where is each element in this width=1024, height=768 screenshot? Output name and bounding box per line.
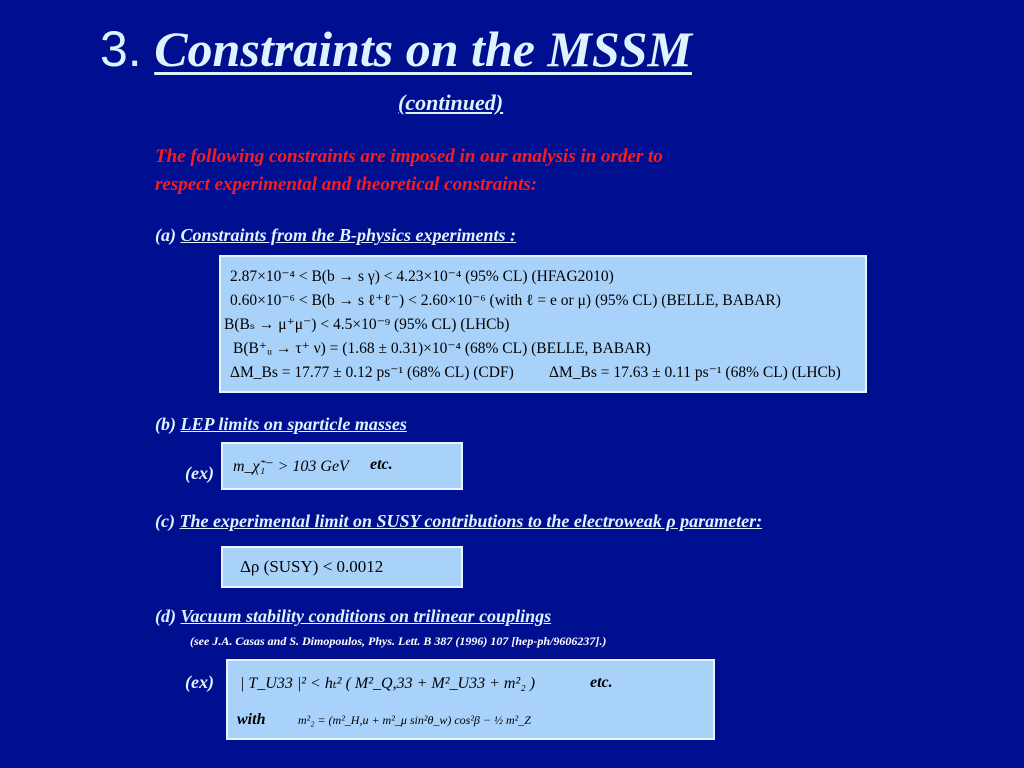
constraint-bsll: 0.60×10⁻⁶ < B(b → s ℓ⁺ℓ⁻) < 2.60×10⁻⁶ (with ℓ = e or μ) (95% CL) (BELLE, BABAR) — [230, 292, 781, 309]
constraint-bsgamma: 2.87×10⁻⁴ < B(b → s γ) < 4.23×10⁻⁴ (95% CL) (HFAG2010) — [230, 268, 614, 285]
vacuum-stability-box — [226, 659, 715, 740]
title-text: Constraints on the MSSM — [154, 21, 692, 77]
section-c-heading — [155, 511, 762, 532]
section-a-title: Constraints from the B-physics experiments : — [180, 225, 517, 245]
with-label: with — [237, 711, 266, 728]
rho-parameter-box — [221, 546, 463, 588]
chargino-mass-limit: m_χ̃₁⁻ > 103 GeV — [233, 458, 349, 475]
section-c-prefix: (c) — [155, 511, 175, 531]
section-b-example-label: (ex) — [185, 463, 214, 483]
section-d-title: Vacuum stability conditions on trilinear couplings — [180, 606, 552, 626]
slide-subtitle: (continued) — [398, 90, 504, 115]
section-b-prefix: (b) — [155, 414, 176, 434]
section-a-prefix: (a) — [155, 225, 176, 245]
lep-limit-box — [221, 442, 463, 490]
constraint-deltam-cdf: ΔM_Bs = 17.77 ± 0.12 ps⁻¹ (68% CL) (CDF) — [230, 364, 514, 381]
intro-line-1: The following constraints are imposed in our analysis in order to — [155, 146, 663, 167]
title-number: 3. — [100, 21, 142, 77]
lep-etc: etc. — [370, 456, 393, 473]
constraint-btaunu: B(B⁺ᵤ → τ⁺ ν) = (1.68 ± 0.31)×10⁻⁴ (68% CL) (BELLE, BABAR) — [233, 340, 651, 357]
trilinear-inequality: | T_U33 |² < hₜ² ( M²_Q,33 + M²_U33 + m²₂ ) — [240, 675, 536, 692]
section-d-reference: (see J.A. Casas and S. Dimopoulos, Phys. Lett. B 387 (1996) 107 [hep-ph/9606237].) — [190, 634, 607, 648]
constraint-bsmumu: B(Bₛ → μ⁺μ⁻) < 4.5×10⁻⁹ (95% CL) (LHCb) — [224, 316, 510, 333]
section-b-title: LEP limits on sparticle masses — [180, 414, 407, 434]
delta-rho-limit: Δρ (SUSY) < 0.0012 — [240, 557, 384, 576]
vacuum-etc: etc. — [590, 674, 613, 691]
section-d-example-label: (ex) — [185, 672, 214, 692]
section-b-heading — [155, 414, 407, 435]
constraint-deltam-lhcb: ΔM_Bs = 17.63 ± 0.11 ps⁻¹ (68% CL) (LHCb) — [549, 364, 841, 381]
m2-definition: m²₂ = (m²_H,u + m²_μ sin²θ_w) cos²β − ½ m²_Z — [298, 713, 531, 727]
section-d-heading — [155, 606, 551, 627]
section-a-heading — [155, 225, 516, 246]
intro-line-2: respect experimental and theoretical constraints: — [155, 174, 538, 195]
section-d-prefix: (d) — [155, 606, 176, 626]
section-c-title: The experimental limit on SUSY contributions to the electroweak ρ parameter: — [179, 511, 763, 531]
b-physics-constraints-box — [219, 255, 867, 393]
slide-title — [100, 18, 692, 80]
